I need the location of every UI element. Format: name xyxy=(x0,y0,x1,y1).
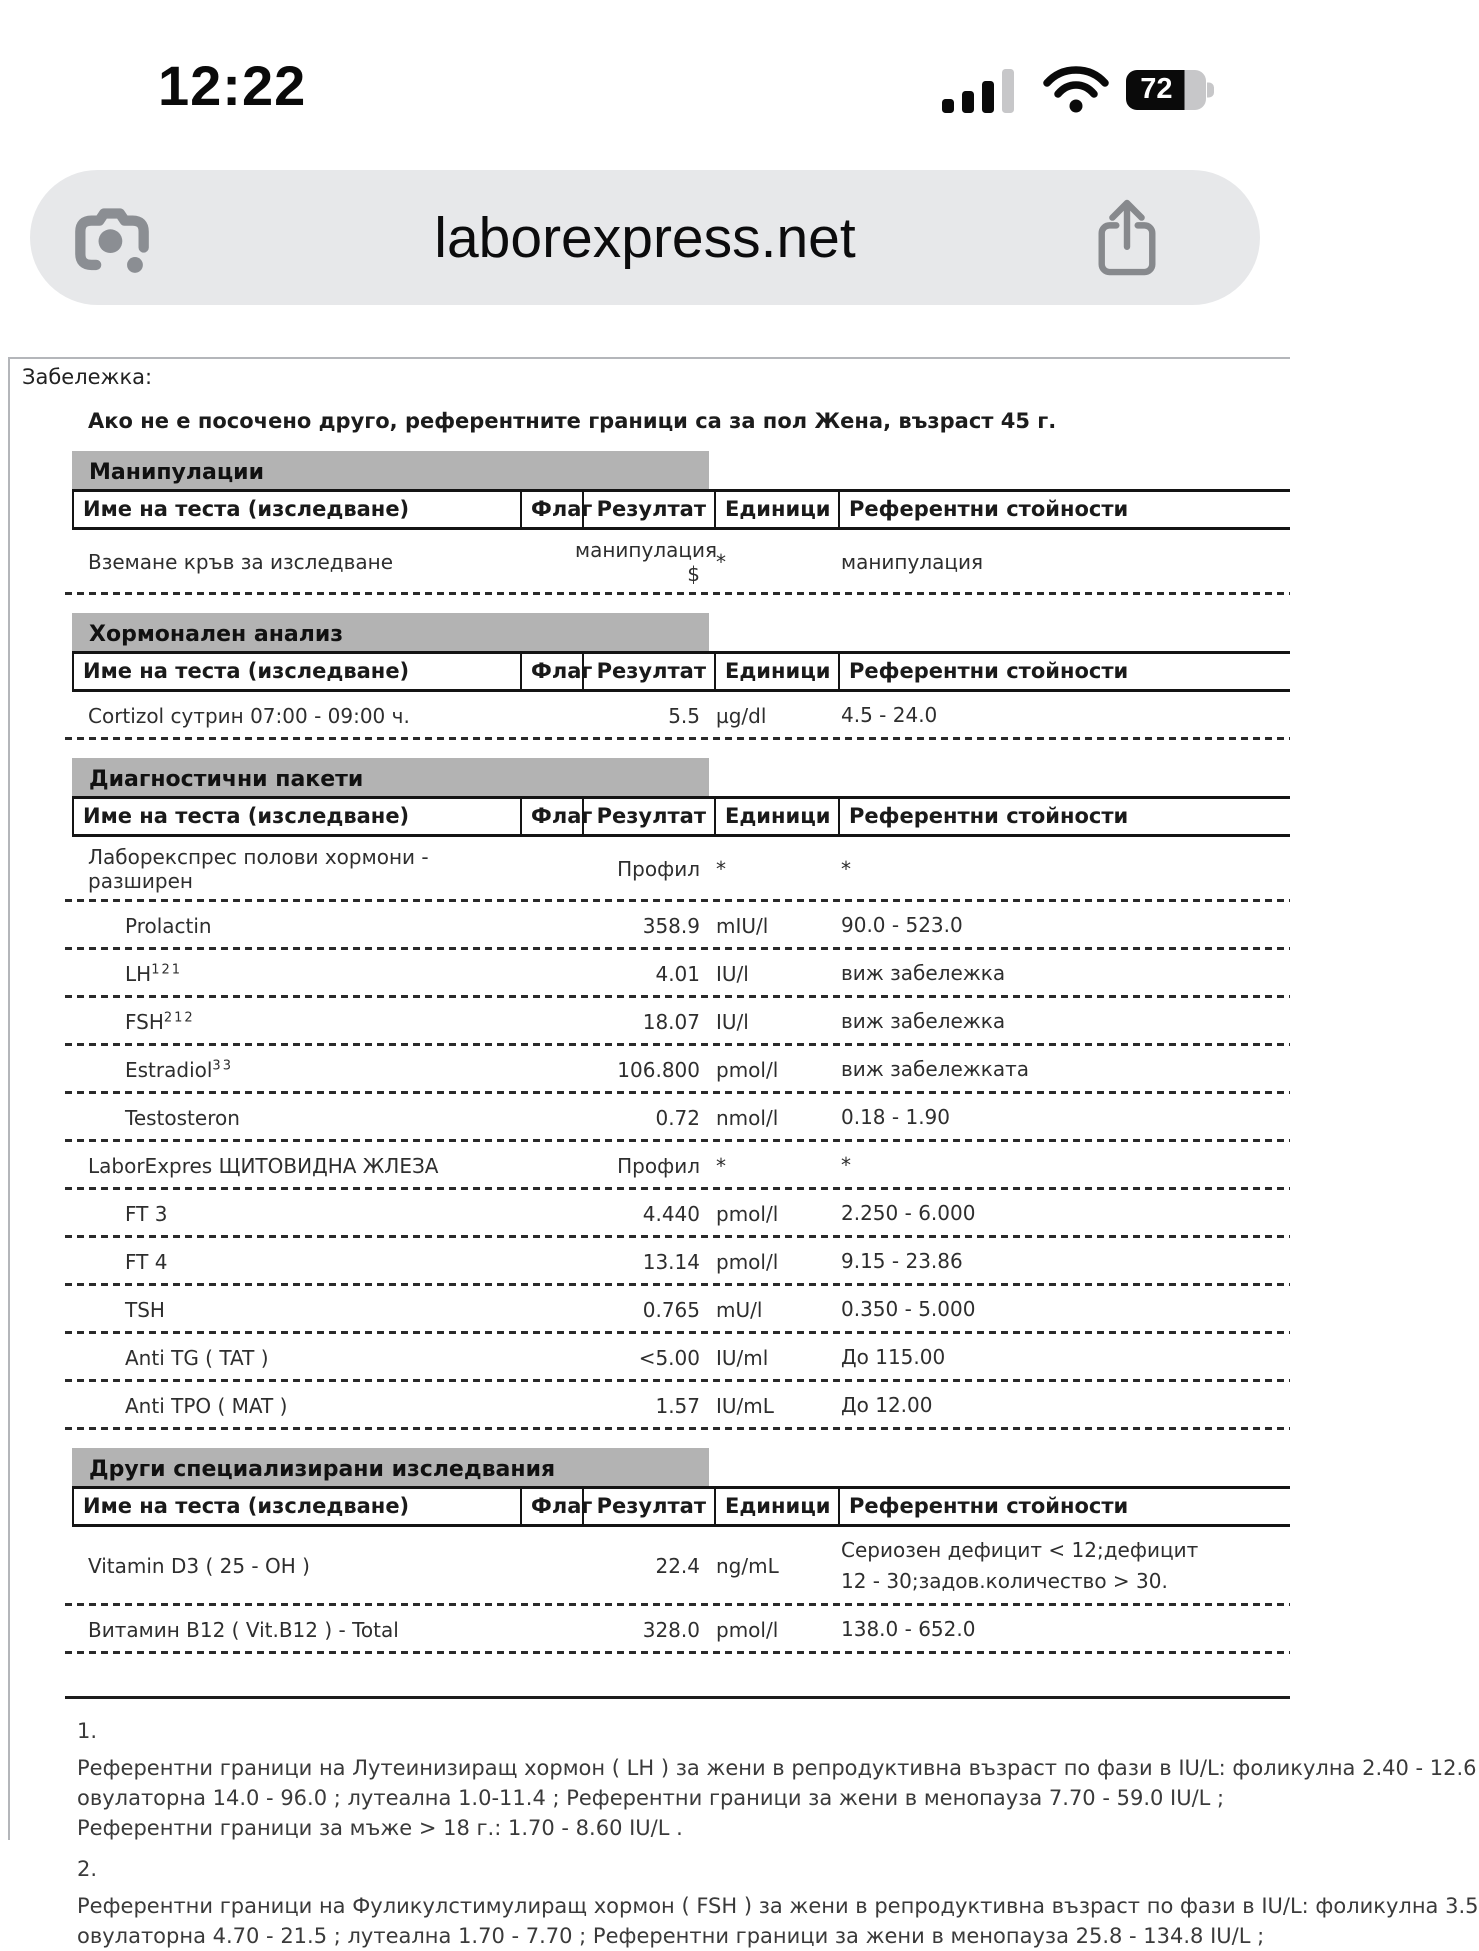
test-reference xyxy=(831,1102,1290,1133)
test-name xyxy=(65,1058,513,1082)
test-name-text: LaborExpres ЩИТОВИДНА ЖЛЕЗА xyxy=(88,1153,439,1178)
battery-percent: 72 xyxy=(1140,72,1173,105)
test-name-text: FT 3 xyxy=(125,1201,168,1226)
section-title: Други специализирани изследвания xyxy=(89,1457,556,1482)
test-reference-text: виж забележката xyxy=(841,1057,1030,1081)
test-name-text: Anti TG ( TAT ) xyxy=(125,1345,269,1370)
report-section xyxy=(65,613,1290,740)
test-reference xyxy=(831,1294,1290,1325)
battery-nub xyxy=(1207,83,1214,98)
table-row xyxy=(65,1190,1290,1235)
status-bar xyxy=(0,0,1290,132)
table-header-row xyxy=(72,489,1290,530)
test-result: 4.01 xyxy=(655,961,700,986)
footnote-ref: 212 xyxy=(163,1009,195,1025)
test-name-text: Vitamin D3 ( 25 - OH ) xyxy=(88,1554,310,1578)
column-header-reference: Референтни стойности xyxy=(838,799,1290,834)
test-reference-text: До 115.00 xyxy=(841,1345,946,1369)
column-header-result: Резултат xyxy=(582,1489,714,1524)
footnotes xyxy=(65,1696,1479,1951)
report-section xyxy=(65,1448,1290,1654)
table-row xyxy=(65,1527,1290,1603)
table-header-row xyxy=(72,1486,1290,1527)
footnote-number: 1. xyxy=(77,1719,98,1743)
column-header-result: Резултат xyxy=(582,799,714,834)
row-separator xyxy=(65,1651,1290,1654)
footnote-line: Референтни граници на Лутеинизиращ хормон ( LH ) за жени в репродуктивна възраст по фази в IU/L: фоликулна 2.40 - 12.6 xyxy=(77,1756,1477,1780)
test-name xyxy=(65,1250,513,1274)
test-name-text: Лаборекспрес полови хормони - разширен xyxy=(88,845,429,893)
test-reference xyxy=(831,1390,1290,1421)
section-title-bar xyxy=(72,451,709,489)
test-reference-text: До 12.00 xyxy=(841,1393,933,1417)
table-row xyxy=(65,950,1290,995)
test-name xyxy=(65,1618,513,1642)
table-row xyxy=(65,1142,1290,1187)
test-reference xyxy=(831,854,1290,885)
test-reference-text: * xyxy=(841,856,851,881)
test-name-text: Витамин B12 ( Vit.B12 ) - Total xyxy=(88,1617,399,1642)
column-header-flag: Флаг xyxy=(520,654,582,689)
section-title: Манипулации xyxy=(89,460,264,485)
footnote-line: овулаторна 14.0 - 96.0 ; лутеална 1.0-11.4 ; Референтни граници за жени в менопауза 7.70 - 59.0 IU/L ; xyxy=(77,1786,1225,1810)
test-result: 0.72 xyxy=(655,1105,700,1130)
share-icon[interactable] xyxy=(1092,194,1162,282)
table-row xyxy=(65,837,1290,899)
row-separator xyxy=(65,1427,1290,1430)
table-row xyxy=(65,1238,1290,1283)
test-name xyxy=(65,1394,513,1418)
lab-report-page xyxy=(8,357,1479,1948)
test-reference-text: 9.15 - 23.86 xyxy=(841,1249,963,1273)
test-name-text: FSH xyxy=(125,1009,164,1034)
test-reference-text: 0.18 - 1.90 xyxy=(841,1105,950,1129)
column-header-flag: Флаг xyxy=(520,1489,582,1524)
test-result: 358.9 xyxy=(642,913,700,938)
section-title-bar xyxy=(72,613,709,651)
test-reference-text: 0.350 - 5.000 xyxy=(841,1297,976,1321)
test-result: 106.800 xyxy=(617,1057,700,1082)
test-name xyxy=(65,1106,513,1130)
column-header-name: Име на теста (изследване) xyxy=(72,1489,520,1524)
test-result: манипулация $ xyxy=(575,538,718,586)
test-units: mU/l xyxy=(716,1297,763,1322)
table-row xyxy=(65,1094,1290,1139)
table-row xyxy=(65,1286,1290,1331)
test-reference xyxy=(831,1342,1290,1373)
camera-lens-icon[interactable] xyxy=(74,200,150,276)
table-row xyxy=(65,530,1290,592)
column-header-units: Единици xyxy=(714,654,838,689)
table-row xyxy=(65,902,1290,947)
test-result: 13.14 xyxy=(642,1249,700,1274)
test-units: pmol/l xyxy=(716,1249,779,1274)
test-units: * xyxy=(716,1153,726,1178)
test-reference xyxy=(831,1198,1290,1229)
test-name xyxy=(65,1554,513,1578)
test-reference-text: * xyxy=(841,1153,851,1177)
test-reference-text: 4.5 - 24.0 xyxy=(841,703,938,727)
column-header-name: Име на теста (изследване) xyxy=(72,492,520,527)
footnote-line: Референтни граници на Фуликулстимулиращ хормон ( FSH ) за жени в репродуктивна възраст по фази в IU/L: фоликулна 3.5 xyxy=(77,1894,1479,1918)
test-result: 1.57 xyxy=(655,1393,700,1418)
test-reference xyxy=(831,958,1290,989)
test-name-text: Estradiol xyxy=(125,1057,213,1082)
test-name xyxy=(65,845,513,893)
test-name-text: Cortizol сутрин 07:00 - 09:00 ч. xyxy=(88,703,410,728)
report-section xyxy=(65,758,1290,1430)
test-result: <5.00 xyxy=(638,1345,700,1370)
test-units: * xyxy=(716,857,726,881)
test-units: µg/dl xyxy=(716,703,767,728)
test-reference xyxy=(831,1006,1290,1037)
test-name-text: LH xyxy=(125,961,152,986)
test-reference xyxy=(831,1246,1290,1277)
test-reference xyxy=(831,700,1290,731)
table-row xyxy=(65,692,1290,737)
test-reference xyxy=(831,1150,1290,1181)
section-title: Хормонален анализ xyxy=(89,622,344,647)
battery-icon xyxy=(1126,70,1206,110)
test-name xyxy=(65,704,513,728)
footnote-line: овулаторна 4.70 - 21.5 ; лутеална 1.70 - 7.70 ; Референтни граници за жени в менопауза 25.8 - 134.8 IU/L ; xyxy=(77,1924,1265,1948)
section-title-bar xyxy=(72,1448,709,1486)
test-name-text: Prolactin xyxy=(125,913,212,938)
row-separator xyxy=(65,592,1290,595)
test-name xyxy=(65,962,513,986)
row-separator xyxy=(65,737,1290,740)
test-result: 4.440 xyxy=(642,1201,700,1226)
test-reference-text: 90.0 - 523.0 xyxy=(841,913,963,937)
column-header-units: Единици xyxy=(714,799,838,834)
test-result: 328.0 xyxy=(642,1617,700,1642)
cellular-signal-icon xyxy=(942,67,1026,113)
test-units: IU/l xyxy=(716,961,749,986)
column-header-flag: Флаг xyxy=(520,492,582,527)
column-header-result: Резултат xyxy=(582,654,714,689)
test-name-text: Anti TPO ( MAT ) xyxy=(125,1393,288,1418)
section-title: Диагностични пакети xyxy=(89,767,364,792)
column-header-reference: Референтни стойности xyxy=(838,1489,1290,1524)
test-units: pmol/l xyxy=(716,1057,779,1082)
test-name xyxy=(65,914,513,938)
test-result: 18.07 xyxy=(642,1009,700,1034)
column-header-name: Име на теста (изследване) xyxy=(72,799,520,834)
test-units: pmol/l xyxy=(716,1201,779,1226)
test-reference-text: манипулация xyxy=(841,549,984,574)
table-row xyxy=(65,1046,1290,1091)
column-header-reference: Референтни стойности xyxy=(838,492,1290,527)
footnote-line: Референтни граници за мъже > 18 г.: 1.70 - 8.60 IU/L . xyxy=(77,1816,683,1840)
test-units: * xyxy=(716,550,726,574)
test-reference-text: Сериозен дефицит < 12;дефицит 12 - 30;задов.количество > 30. xyxy=(841,1538,1199,1593)
url-text: laborexpress.net xyxy=(434,205,856,270)
test-name xyxy=(65,1202,513,1226)
test-units: IU/l xyxy=(716,1009,749,1034)
browser-address-bar[interactable] xyxy=(30,170,1260,305)
test-result: 22.4 xyxy=(655,1554,700,1578)
test-name xyxy=(65,550,513,574)
test-reference xyxy=(831,1054,1290,1085)
test-reference-text: виж забележка xyxy=(841,961,1006,985)
test-name-text: Testosteron xyxy=(125,1105,240,1130)
footnote-number: 2. xyxy=(77,1857,98,1881)
test-result: Профил xyxy=(617,857,700,881)
status-icons xyxy=(942,66,1220,118)
test-reference xyxy=(831,547,1290,578)
note-label: Забележка: xyxy=(22,365,153,389)
footnote-ref: 121 xyxy=(151,961,183,977)
test-name-text: TSH xyxy=(125,1297,165,1322)
test-name xyxy=(65,1346,513,1370)
test-result: Профил xyxy=(617,1153,700,1178)
test-units: nmol/l xyxy=(716,1105,779,1130)
reference-note: Ако не е посочено друго, референтните граници са за пол Жена, възраст 45 г. xyxy=(88,409,1057,433)
footnote-ref: 33 xyxy=(212,1057,233,1073)
test-name xyxy=(65,1010,513,1034)
test-name xyxy=(65,1154,513,1178)
column-header-name: Име на теста (изследване) xyxy=(72,654,520,689)
column-header-units: Единици xyxy=(714,1489,838,1524)
test-units: pmol/l xyxy=(716,1617,779,1642)
column-header-reference: Референтни стойности xyxy=(838,654,1290,689)
test-reference xyxy=(831,1614,1290,1645)
column-header-flag: Флаг xyxy=(520,799,582,834)
test-reference xyxy=(831,1535,1290,1597)
report-sections xyxy=(65,451,1290,1654)
test-result: 0.765 xyxy=(642,1297,700,1322)
test-reference-text: 2.250 - 6.000 xyxy=(841,1201,976,1225)
wifi-icon xyxy=(1043,66,1109,114)
test-units: mIU/l xyxy=(716,913,769,938)
test-reference xyxy=(831,910,1290,941)
report-section xyxy=(65,451,1290,595)
test-result: 5.5 xyxy=(668,703,700,728)
table-row xyxy=(65,1606,1290,1651)
test-name-text: Вземане кръв за изследване xyxy=(88,550,394,574)
column-header-result: Резултат xyxy=(582,492,714,527)
table-row xyxy=(65,1382,1290,1427)
test-units: ng/mL xyxy=(716,1554,779,1578)
table-row xyxy=(65,1334,1290,1379)
test-reference-text: 138.0 - 652.0 xyxy=(841,1617,976,1641)
test-units: IU/mL xyxy=(716,1393,774,1418)
table-row xyxy=(65,998,1290,1043)
test-name-text: FT 4 xyxy=(125,1249,168,1274)
table-header-row xyxy=(72,651,1290,692)
clock: 12:22 xyxy=(158,54,307,117)
column-header-units: Единици xyxy=(714,492,838,527)
test-reference-text: виж забележка xyxy=(841,1009,1006,1033)
section-title-bar xyxy=(72,758,709,796)
table-header-row xyxy=(72,796,1290,837)
test-name xyxy=(65,1298,513,1322)
test-units: IU/ml xyxy=(716,1345,769,1370)
